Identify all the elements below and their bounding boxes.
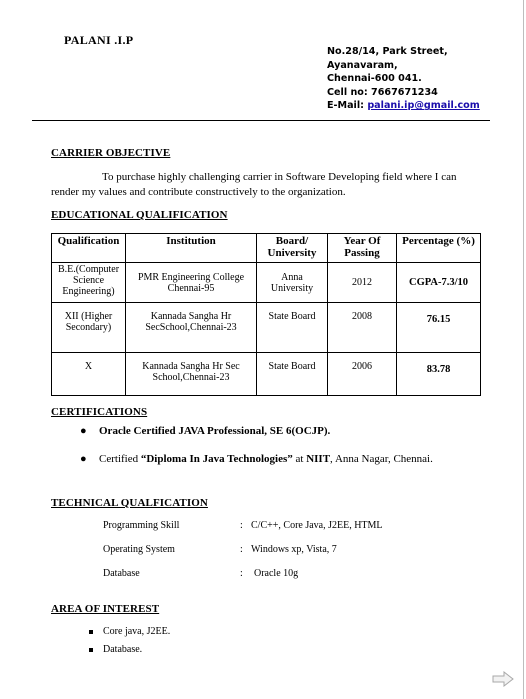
cert-text: Oracle Certified JAVA Professional, SE 6(OCJP). [99,425,331,437]
tech-value: Windows xp, Vista, 7 [251,544,337,555]
tech-value: Oracle 10g [254,568,299,579]
address-line: No.28/14, Park Street, [327,46,448,57]
tech-label: Operating System [103,544,175,555]
certifications-heading: CERTIFICATIONS [51,406,148,418]
table-cell: Kannada Sangha Hr Sec School,Chennai-23 [126,353,257,396]
table-row [52,353,481,396]
cert-bold-text: “Diploma In Java Technologies” [140,453,293,465]
cert-text: at [292,453,307,465]
cert-bold-text: NIIT [306,453,331,465]
table-cell: State Board [257,303,328,353]
table-cell: CGPA-7.3/10 [397,263,481,303]
list-item [51,625,170,643]
list-item [51,643,170,661]
table-cell: PMR Engineering College Chennai-95 [126,263,257,303]
table-row [52,303,481,353]
interest-list [51,625,170,661]
tech-label: Programming Skill [103,520,180,531]
table-cell: State Board [257,353,328,396]
table-cell: 2012 [328,263,397,303]
education-table [51,233,481,396]
col-header: Year Of Passing [328,234,397,263]
table-row [52,263,481,303]
table-cell: B.E.(Computer Science Engineering) [52,263,126,303]
interest-text: Core java, J2EE. [103,626,171,637]
email-label: E-Mail: [327,100,368,112]
email-link[interactable]: palani.ip@gmail.com [367,100,480,112]
col-header: Board/ University [257,234,328,263]
tech-value: C/C++, Core Java, J2EE, HTML [251,520,383,531]
address-line: Chennai-600 041. [327,73,422,85]
square-bullet-icon [89,648,93,652]
table-cell: 76.15 [397,303,481,353]
address-line: Ayanavaram, [327,59,398,71]
tech-label: Database [103,568,140,579]
table-cell: 2006 [328,353,397,396]
candidate-name: PALANI .I.P [64,33,134,47]
table-cell: 83.78 [397,353,481,396]
objective-text: To purchase highly challenging carrier in Software Developing field where I can render my values and contribute constructively to the organization. [51,171,457,198]
cert-text: Certified [99,453,141,465]
col-header: Institution [126,234,257,263]
education-heading: EDUCATIONAL QUALIFICATION [51,209,228,221]
list-item [51,425,433,453]
table-cell: Anna University [257,263,328,303]
table-cell: X [52,353,126,396]
email-line [327,99,480,113]
objective-heading: CARRIER OBJECTIVE [51,147,171,159]
table-cell: 2008 [328,303,397,353]
table-cell: Kannada Sangha Hr SecSchool,Chennai-23 [126,303,257,353]
square-bullet-icon [89,630,93,634]
contact-block [327,45,480,113]
certifications-list [51,425,433,481]
col-header: Percentage (%) [397,234,481,263]
tech-separator: : [240,520,243,531]
table-cell: XII (Higher Secondary) [52,303,126,353]
bullet-icon: ● [80,453,87,465]
interest-text: Database. [103,644,143,655]
phone-line: Cell no: 7667671234 [327,86,438,98]
page-border [523,0,524,699]
list-item [51,453,433,481]
col-header: Qualification [52,234,126,263]
table-header-row [52,234,481,263]
bullet-icon: ● [80,425,87,437]
technical-heading: TECHNICAL QUALFICATION [51,497,208,509]
tech-separator: : [240,544,243,555]
cert-text: , Anna Nagar, Chennai. [330,453,433,465]
interest-heading: AREA OF INTEREST [51,603,160,615]
header-divider [32,120,490,121]
arrow-right-icon[interactable] [492,671,514,687]
tech-separator: : [240,568,243,579]
